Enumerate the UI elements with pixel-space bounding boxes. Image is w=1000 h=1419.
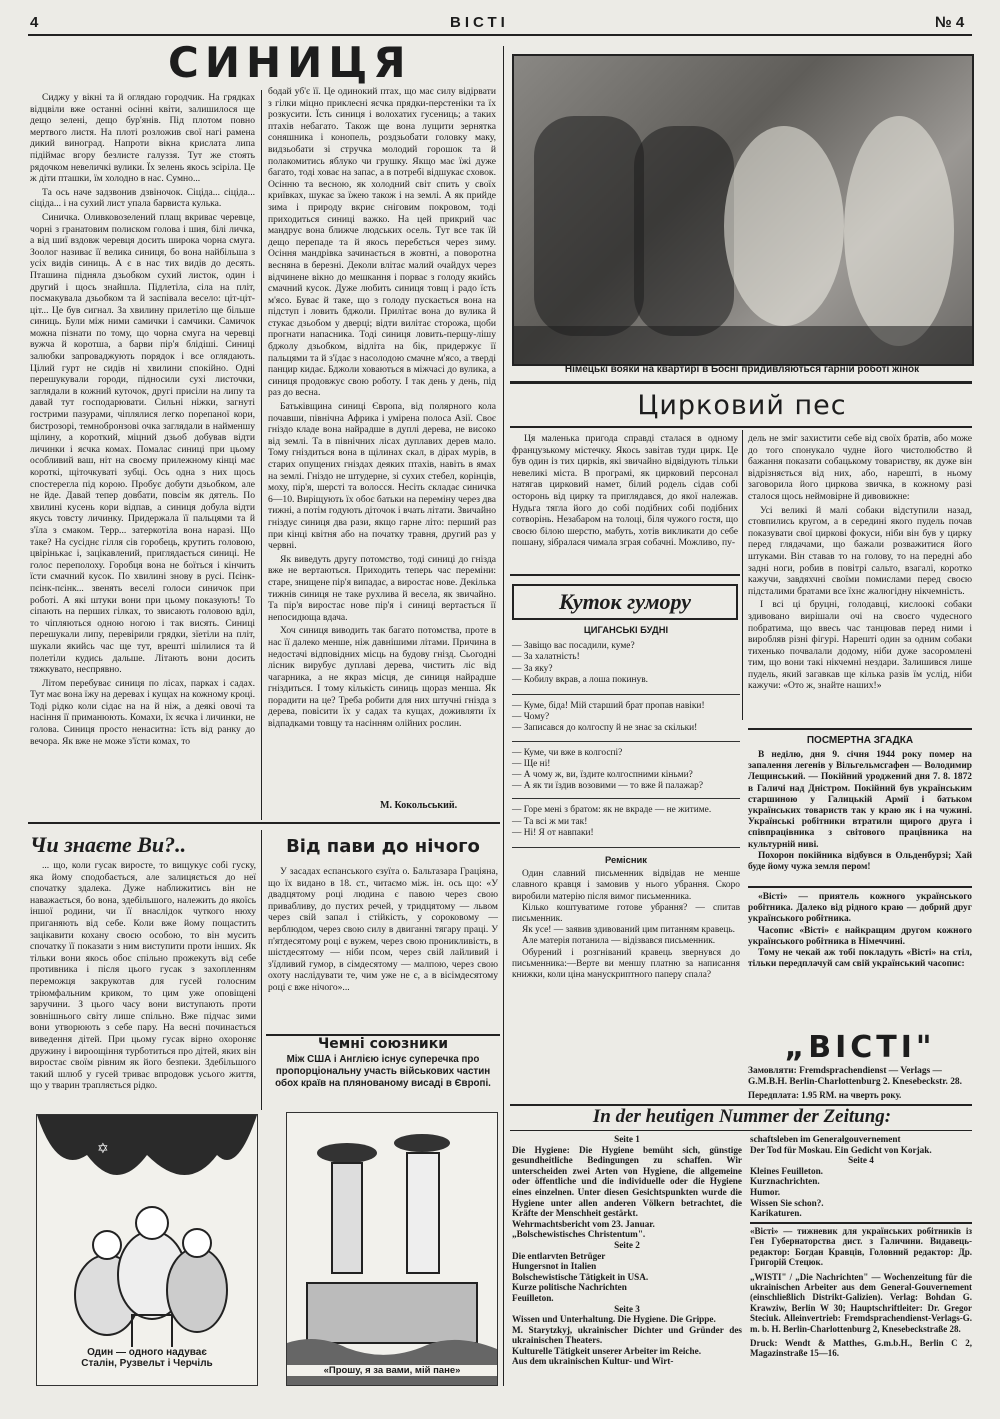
nummer-line: Karikaturen. bbox=[750, 1208, 802, 1219]
nummer-line: Der Tod für Moskau. Ein Gedicht von Korjak. bbox=[750, 1144, 932, 1155]
joke-para: Обурений і розгніваний кравець звернувся до письменника:—Верте ви меншу платню за написання книжки, коли ціна манускриптного паперу спала? bbox=[512, 947, 740, 981]
imprint bbox=[750, 1226, 972, 1359]
joke-line: — Горе мені з братом: як не вкраде — не житиме. bbox=[512, 805, 712, 816]
sinytsia-para: Батьківщина синиці Європа, від полярного кола почавши, північна Африка і умірена полоса Азії. Своє гніздо кладе вона найрадше в дуплі дерева, не високо від землі. Та в північних лісах дуплавих дерев мало. Тому гніздиться вона в щілинах скал, в дірах мурів, в старих опущених гніздах деяких птахів, навіть в ямах на землі. Гніздо не штудерне, зі сухих стебел, корінців, моху, пір'я, шерсті та волосся. Несіть складає синичка 6—10. Виріщують їх обоє батьки на переміну через два тижні, а потім годують діточок і вчать літати. Звичайно гніздує синиця два рази, якщо гарне літо: перший раз при кінці квітня або на початку травня, другий раз у червні. bbox=[268, 401, 496, 552]
vid-pavy-text-column bbox=[268, 866, 498, 1030]
tsyrkovyi-para: Ця маленька пригода справді сталася в одному французькому містечку. Якось завітав туди цирк. Це був один із тих цирків, які звичайно відвідують тільки невеликі міста. В програмі, як цирковий персонал натягав цирковий намет, білий родель сідав собі осторонь від цирку та приглядався, до якої належав. Нудьга тягла його до собі подібних собі подібних сотворінь. Незабаром на толоці, біля чужого гостя, що своєю білою шерстю, мабуть, хотів викликати до себе пошану, зібралася чимала зграя собачні. Можливо, пу- bbox=[512, 433, 738, 549]
cartoon-right-drawing bbox=[287, 1113, 497, 1385]
chemni-title: Чемні союзники bbox=[317, 1036, 449, 1052]
imprint-druck: Druck: Wendt & Matthes, G.m.b.H., Berlin C 2, Magazinstraße 15—16. bbox=[750, 1338, 972, 1359]
nummer-line: Feuilleton. bbox=[512, 1292, 554, 1303]
nummer-left bbox=[512, 1134, 742, 1367]
kutok-title: Куток гумору bbox=[558, 589, 692, 614]
joke-para: Кілько коштуватиме готове убрання? — спитав письменник. bbox=[512, 902, 740, 925]
kutok-content bbox=[512, 624, 740, 981]
promo-line: «Вісті» — приятель кожного українського робітника. Далеко від рідного краю — добрий друг українського робітника. bbox=[748, 892, 972, 925]
cartoon-right-caption: «Прошу, я за вами, мій пане» bbox=[287, 1365, 497, 1376]
sinytsia-para: бодай уб'є її. Це одинокий птах, що має силу відірвати з гілки міцно приклеєні яєчка прядки-перстеніки та їх розкусити. Їсть синиця і волохатих гусениць; а таких птахів небагато. Також ще вона лущити зернятка соняшника і конопель, роздзьобати головку маку, видзьобати зі стручка молодий горошок та й полакомитись яблуко чи грушку. Якщо має їжі дуже багато, тоді ховає на запас, а в потребі відшукає сховок. Осінню та весною, як холодний світ спить у своїх криївках, шукає за їжею також і на землі. А як прийде зима і природу вкриє сніговим покровом, тоді приходиться синиці важко. На цей прикрий час мандрує вона ближче людських осель. Тут все так їй дещо перепаде та й якось перебється через зиму. Осіння мандрівка зачинається в жовтні, а поворотна весняна в березні. Деколи влітає малий очайдух через відчинене вікно до мешкання і порває з голоду якийсь смачний кусок. Дуже любить синиця товщ і радо їсть м'ясо. Буває й таке, що з голоду пускається вона на підступ і ловить бджоли. Прилітає вона до вулика й стукає дзьобом у дверці; відти вилітає сторожа, щоби прогнати напасника. Тоді синиця ловить-перщу-лішу бджолу дзьобком, відліта на бік, придержує її пальцями та й з'їдає з насолодою смачне м'ясо, а тверді панцир кидає. Бджоли ховаються в міжчасі до вулика, а синиця продовжує свою роботу. І так день у день, під раз до весна. bbox=[268, 86, 496, 399]
vid-pavy-text: У засадах еспанського єзуїта о. Бальтазара Граціяна, що їх видано в 18. ст., читаємо між. ін. ось що: «У двадцятому році людина є павою через свою привабливу, до пустих речей, у тридцятому — львом через свій запал і стійкість, у сороковому — верблюдом, через свою силу в двиганні тягару праці. У п'ятдесятому році є вужем, через свою проникливість, в шістдесятому — ніби псом, через свій лайливий і з'їдливий гумор, в сімдесятому — малпою, через свою охоту наслідувати те, чим уже не є, а в вісімдесятому році є вже нічого»... bbox=[268, 866, 498, 993]
joke-para: Один славний письменник відвідав не менше славного кравця і замовив у нього убрання. Скоро виробили матерію після вимог письменника. bbox=[512, 869, 740, 902]
joke-para: Як усе! — заявив здивований цим питанням кравець. bbox=[522, 925, 735, 936]
order-info bbox=[748, 1066, 972, 1102]
sinytsia-author: М. Кокольський. bbox=[380, 800, 458, 811]
order-label: Замовляти: bbox=[748, 1066, 797, 1076]
nummer-line: Seite 1 bbox=[614, 1134, 640, 1144]
tsyrkovyi-para: дель не зміг захистити себе від своїх братів, або може до того спонукало чудне його чистолюбство й бажання показати собацькому товариству, як дуже він відрізняється від них, або, нарешті, в ньому заговорила його циркова звичка, в кожному разі сталося щось неймовірне й дивовижне: bbox=[748, 433, 972, 502]
joke-line: — За яку? bbox=[512, 663, 553, 674]
nummer-line: Hungersnot in Italien bbox=[512, 1261, 597, 1272]
nummer-right bbox=[750, 1134, 972, 1219]
sinytsia-para: Хоч синиця виводить так багато потомства, проте в нас її далеко менше, ніж давнішими літами. Причина в недостачі відповідних місць на будову гнізд. Сьогодні ліcник вирубує дуплаві дерева, чистить ліс від чагарника, а не якраз місця, де синиця найрадше гніздиться. І тому кількість синиць щораз меншa. Як порадити на це? Треба робити для них штучні гнізда з дерева, повісити їх у садах та кущах, доживляти їх відпадками товщу та насінням олійних рослин. bbox=[268, 625, 496, 730]
promo-block bbox=[748, 892, 972, 970]
sinytsia-para: Літом перебуває синиця по лісах, парках і садах. Тут має вона їжу на деревах і кущах на кожному кроці. Тоді рідко коли сідає на на й ніж, а деякі овочі та насіння її приманюють. Комахи, їх яєчка і личинки, не голова. Синиця просто ненаситна: їсть від ранку до вечора. Як вже не може з'їсти комах, то bbox=[30, 677, 255, 747]
cartoon-left-caption: Один — одного надуває Сталін, Рузвельт і Черчіль bbox=[37, 1347, 257, 1369]
cartoon-left-drawing bbox=[37, 1115, 257, 1385]
cartoon-left bbox=[36, 1114, 258, 1386]
sinytsia-column-2 bbox=[268, 86, 496, 786]
nummer-line: Humor. bbox=[750, 1186, 781, 1197]
joke-line: — Куме, чи вже в колгоспі? bbox=[512, 747, 623, 758]
sinytsia-para: Та ось наче задзвонив дзвіночок. Сіціда... сіціда... сіціда... і на сухий лист упала барвиста кулька. bbox=[30, 186, 255, 210]
joke-line: — Куме, біда! Мій старший брат пропав навіки! bbox=[512, 701, 705, 712]
joke-line: — Завіщо вас посадили, куме? bbox=[512, 641, 635, 652]
promo-line: Тому не чекай аж тобі покладуть «Вісті» на стіл, тільки передплачуй сам свій український часопис: bbox=[748, 948, 972, 970]
joke-line: — Ні! Я от навпаки! bbox=[512, 827, 594, 838]
order-address: Fremdsprachendienst — Verlags — G.M.B.H. Berlin-Charlottenburg 2. Knesebeckstr. 28. bbox=[748, 1066, 962, 1088]
nummer-title: In der heutigen Nummer der Zeitung: bbox=[592, 1106, 892, 1127]
kutok-section-title: Ремісник bbox=[605, 854, 647, 866]
kutok-section-title: ЦИГАНСЬКІ БУДНІ bbox=[583, 624, 669, 635]
nummer-line: schaftsleben im Generalgouvernement bbox=[750, 1134, 901, 1144]
joke-line: — Чому? bbox=[512, 712, 550, 723]
order-price: Передплата: 1.95 RM. на чверть року. bbox=[748, 1090, 902, 1101]
svg-text:✡: ✡ bbox=[97, 1142, 109, 1157]
joke-line: — Записався до колгоспу й не знає за скільки! bbox=[512, 723, 698, 734]
tsyrkovyi-para: І всі ці бруцні, голодавці, кислоокі собаки здивовано вирішали очі на своєго чудесного побратима, що ввесь час танцював перед ними і виробляв різні фігурі. Нарешті один за одним собаки тихенько почвалали додому, ніби дуже засоромлені тим, що вони такі нікчемні нездари. Залишився лише пудель, який загавкав ще кілька разів їм услід, ніби кажучи: «Ото ж, знайте наших!» bbox=[748, 599, 972, 692]
joke-line: — А чому ж, ви, їздите колгоспними кіньми? bbox=[512, 770, 693, 781]
nummer-line: Die Hygiene: Die Hygiene bemüht sich, günstige gesundheitliche Bedingungen zu schaffen. Wir unterscheiden zwei Arten von Hygiene, die allgemeine oder öffentliche und die individuelle oder die Hygiene eines einzelnen. Unter diesen Gesichtspunkten wurde die Hygiene unter allen anderen Völkern betrachtet, die Kräfte der Menschheit gestärkt. bbox=[512, 1144, 742, 1219]
nummer-line: M. Starytzkyj, ukrainischer Dichter und Gründer des ukrainischen Theaters. bbox=[512, 1324, 742, 1346]
nummer-line: Kurze politische Nachrichten bbox=[512, 1282, 627, 1293]
sinytsia-para: Синичка. Оливковозелений плащ вкриває черевце, чорні з гранатовим полиском голова і шия, білі личка, а від шиї вздовж черевця досить широка чорна смуга. Зоолог називає її велика синиця, бо вона найбільша з усіх видів синиць. А є в нас тих видів до десять. Пташина підняла дзьобком сухий листок, один і другий і щось знайшла. Підлетіла, сіла на пліт, посмакувала дзьобком та й заспівала весело: цiт-цiт-цiт... Це був сигнал. За хвилину прилетіло ще більше синиць. Були між ними самички і самчики. Самичок можна пізнати по тому, що чорна смуга на черевці вужча й коротша, а барви пір'я блідіші. Синиці залюбки запроваджують порядок і все оглядають. Цілий гурт не сидів ні хвилини спокійно. Одні перешукували городи, підносили сухі листочки, заглядали в кожний куточок, другі присіли на липу та давай тут господарювати. Сильні ніжки, загнуті гострими пазурами, чіплялися легко порепаної кори, бистрозорі, темнобронзові очка заглядали в найменшу щілину, а короткий, міцний дзьоб добував відти личинки і яєчка комах. Помалас синиці при цьому особливий ваш, ніт на своєму прилежному кінці має короткі, щіточкуваті зубці. Ось одна з них щось спостерегла під корою. Пробує добути дзьобком, але не йде. Давай тепер довбати, повсім як дятель. По хвилині кусень кори відпав, а синиця добула відти якусь товсту личинку. Придержала її пальцями та й з'їла з смаком. Терр... затеркотіла вона наразі. Що таке? На сусіднє гілля сів горобець, крутить головою, цвірінькає і, зацікавлений, приглядається синиці. Не голос переполоху. Горобця вона не боїться і кінчить їсти смачний кусок. По хвилині знову в русі. Пєінк-пєінк-пєінк... звенять веселі голоси синичок при роботі. А які штуки вони при цьому показують! То сіпають на перших гілках, то звисають головою вділ, то чіпляються одною ногою і так висять. Синиці перешукали липу, перевірили грядки, зїетіли на пліт, шукали якийсь час ще тут, врешті шілилися та й полетіли кудись дальше. Літають вони досить тяжкувато, неспрявно. bbox=[30, 211, 255, 676]
joke-line: — За халатність! bbox=[512, 652, 580, 663]
chy-znaiete-title: Чи знаєте Ви?.. bbox=[30, 832, 187, 857]
imprint-uk: «Вісті» — тижневик для українських робітників із Ген Губернаторства дист. з Галичини. Видавець-редактор: Богдан Кравців, Головний редактор: Др. Григорій Стецюк. bbox=[750, 1226, 972, 1268]
sinytsia-para: Сиджу у вікні та й оглядаю городчик. На грядках відцвіли вже останні осінні квіти, залишилося ще дещо зелені, дещо бур'янів. Під плотом повно мертвого листя. На плоті розложив свої нагі рамена дикий виноград. Напроти вікна крислата липа підіймає вгору безлисте галуззя. Тут же стоять рядочком невеличкі вулики. Їх зелень якось зсіріла. Це ж діти пташки, їм холодно в нас. Сумно... bbox=[30, 92, 255, 185]
joke-line: — Ще ні! bbox=[512, 758, 551, 769]
joke-line: — Та всі ж ми так! bbox=[512, 816, 588, 827]
nummer-line: Seite 4 bbox=[848, 1155, 874, 1166]
kutok-box bbox=[512, 584, 738, 620]
promo-big-title: „ВІСТІ" bbox=[784, 1030, 936, 1065]
promo-line: Часопис «Вісті» є найкращим другом кожного українського робітника в Німеччині. bbox=[748, 925, 972, 947]
chemni-text: Між США і Англією існує суперечка про пропорціональну участь військових частин обох країв на плянованому висаді в Європі. bbox=[275, 1054, 491, 1089]
joke-line: — Кобилу вкрав, а лоша покинув. bbox=[512, 674, 648, 685]
obituary-text bbox=[748, 750, 972, 873]
page-number: 4 bbox=[30, 14, 39, 31]
photo-caption: Німецькі вояки на квартирі в Босні придивляються гарній роботі жінок bbox=[564, 364, 920, 375]
paper-name: ВІСТІ bbox=[450, 14, 509, 31]
nummer-line: Wehrmachtsbericht vom 23. Januar. bbox=[512, 1218, 655, 1229]
soldiers-photo bbox=[512, 54, 974, 366]
obituary-para: В неділю, дня 9. січня 1944 року помер на запалення легенів у Вільгельмсгафен — Володимир Лещинський. — Покійний уроджений дня 7. 8. 1872 в Галичі над Дністром. Покійний був українським старшиною у Галицькій Армії і батьком українських товариств так у краю як і на чужині. Українські робітники втратили щирого друга і співпрацівника з світового працівника на культурній ниві. bbox=[748, 750, 972, 850]
imprint-de: „WISTI" / „Die Nachrichten" — Wochenzeitung für die ukrainischen Arbeiter aus dem General-Gouvernement (einschließlich Distrikt-Galizien). Verlag: Bohdan G. Krawziw, Berlin W 30; Hauptschriftleiter: Dr. Gregor Steciuk. Alleinvertrieb: Fremdsprachendienst-Verlags-G. m. b. H. Berlin-Charlottenburg 2, Knesebeckstraße 28. bbox=[750, 1271, 972, 1334]
cartoon-right bbox=[286, 1112, 498, 1386]
obituary-title: ПОСМЕРТНА ЗГАДКА bbox=[806, 735, 914, 746]
sinytsia-column-1 bbox=[30, 92, 255, 822]
tsyrkovyi-title: Цирковий пес bbox=[637, 390, 847, 421]
nummer-line: Seite 2 bbox=[614, 1239, 640, 1250]
chy-znaiete-text-column bbox=[30, 860, 256, 1116]
nummer-line: Kurznachrichten. bbox=[750, 1176, 820, 1187]
chy-znaiete-text: ... що, коли гусак виросте, то вищукує собі гуску, яка йому сподобається, але залицяється до неї спочатку здалека. Дуже наближитись він не наважається, бо вона, здебільшого, належить до якоїсь іншої родини, чи її внаслідок чуткого нюху приганяють від себе. Коли вже йому пощастить зацікавити кохану своєю особою, то він мусить спочатку її показати з ним виступити проти інших. Як тільки вони якось обоє спільно прожекуть від себе противника і після цього гусак з захопленням переможця закрукотав для гусей голосним тріюмфальним криком, то цим уже оповіщені заручини. З цього часу вони виступають проти зовнішнього світу лише спільно. Вже підчас зими вони утворюють з себе пару. На весні починається виведення дітей. При цьому гусак вірно охороняє дружину і вироощіння турботиться про дітей, яких він виростає своїм рівним як його безпеки. Здебільшого такий шлюб у гусей триває впродовж усього життя, що у тварин трапляється рідко. bbox=[30, 860, 256, 1092]
sinytsia-title: СИНИЦЯ bbox=[168, 38, 412, 87]
vid-pavy-title: Від пави до нічого bbox=[286, 836, 480, 857]
joke-para: Але матерія потанила — відізвався письменник. bbox=[522, 936, 716, 947]
sinytsia-para: Як виведуть другу потомство, тоді синиці до гнізда вже не вертаються. Приходить теперь час переміни: старе, знищене пір'я випадає, а виростає нове. Декілька тижнів синиця не таке рухлива й весела, як звичайно. Та пір'я виростає нове пір'я і синиці вертається її непосидюща вдача. bbox=[268, 553, 496, 623]
nummer-line: Wissen und Unterhaltung. Die Hygiene. Die Grippe. bbox=[512, 1314, 716, 1325]
nummer-line: „Bolschewistisches Christentum". bbox=[512, 1229, 646, 1240]
nummer-line: Kulturelle Tätigkeit unserer Arbeiter im Reiche. bbox=[512, 1345, 701, 1356]
nummer-line: Seite 3 bbox=[614, 1303, 640, 1314]
tsyrkovyi-para: Усі великі й малі собаки відступили назад, стовпились кругом, а в середині якого пудель почав показувати свої циркові фокуси, ніби він був у цирку перед глядачами, що бажали розважитися його штуками. Він ставав то на голову, то на передні або задні ноги, робив в повітрі сальто, взагалі, коротко кажучи, завдяхчні своїми помислами перед своєю підсталими братами все їхнє жалюгідну нікчемність. bbox=[748, 504, 972, 597]
tsyrkovyi-column-2 bbox=[748, 433, 972, 723]
nummer-line: Wissen Sie schon?. bbox=[750, 1197, 824, 1208]
nummer-line: Kleines Feuilleton. bbox=[750, 1165, 823, 1176]
joke-line: — А як ти їздив возовими — то вже й палажар? bbox=[512, 781, 704, 792]
nummer-line: Bolschewistische Tätigkeit in USA. bbox=[512, 1271, 649, 1282]
nummer-line: Aus dem ukrainischen Kultur- und Wirt- bbox=[512, 1356, 674, 1367]
tsyrkovyi-column-1 bbox=[512, 433, 738, 573]
obituary-funeral: Похорон покійника відбувся в Ольденбурзі; Хай буде йому чужа земля пером! bbox=[748, 850, 972, 873]
issue-number: № 4 bbox=[935, 14, 965, 31]
nummer-line: Die entlarvten Betrüger bbox=[512, 1250, 606, 1261]
